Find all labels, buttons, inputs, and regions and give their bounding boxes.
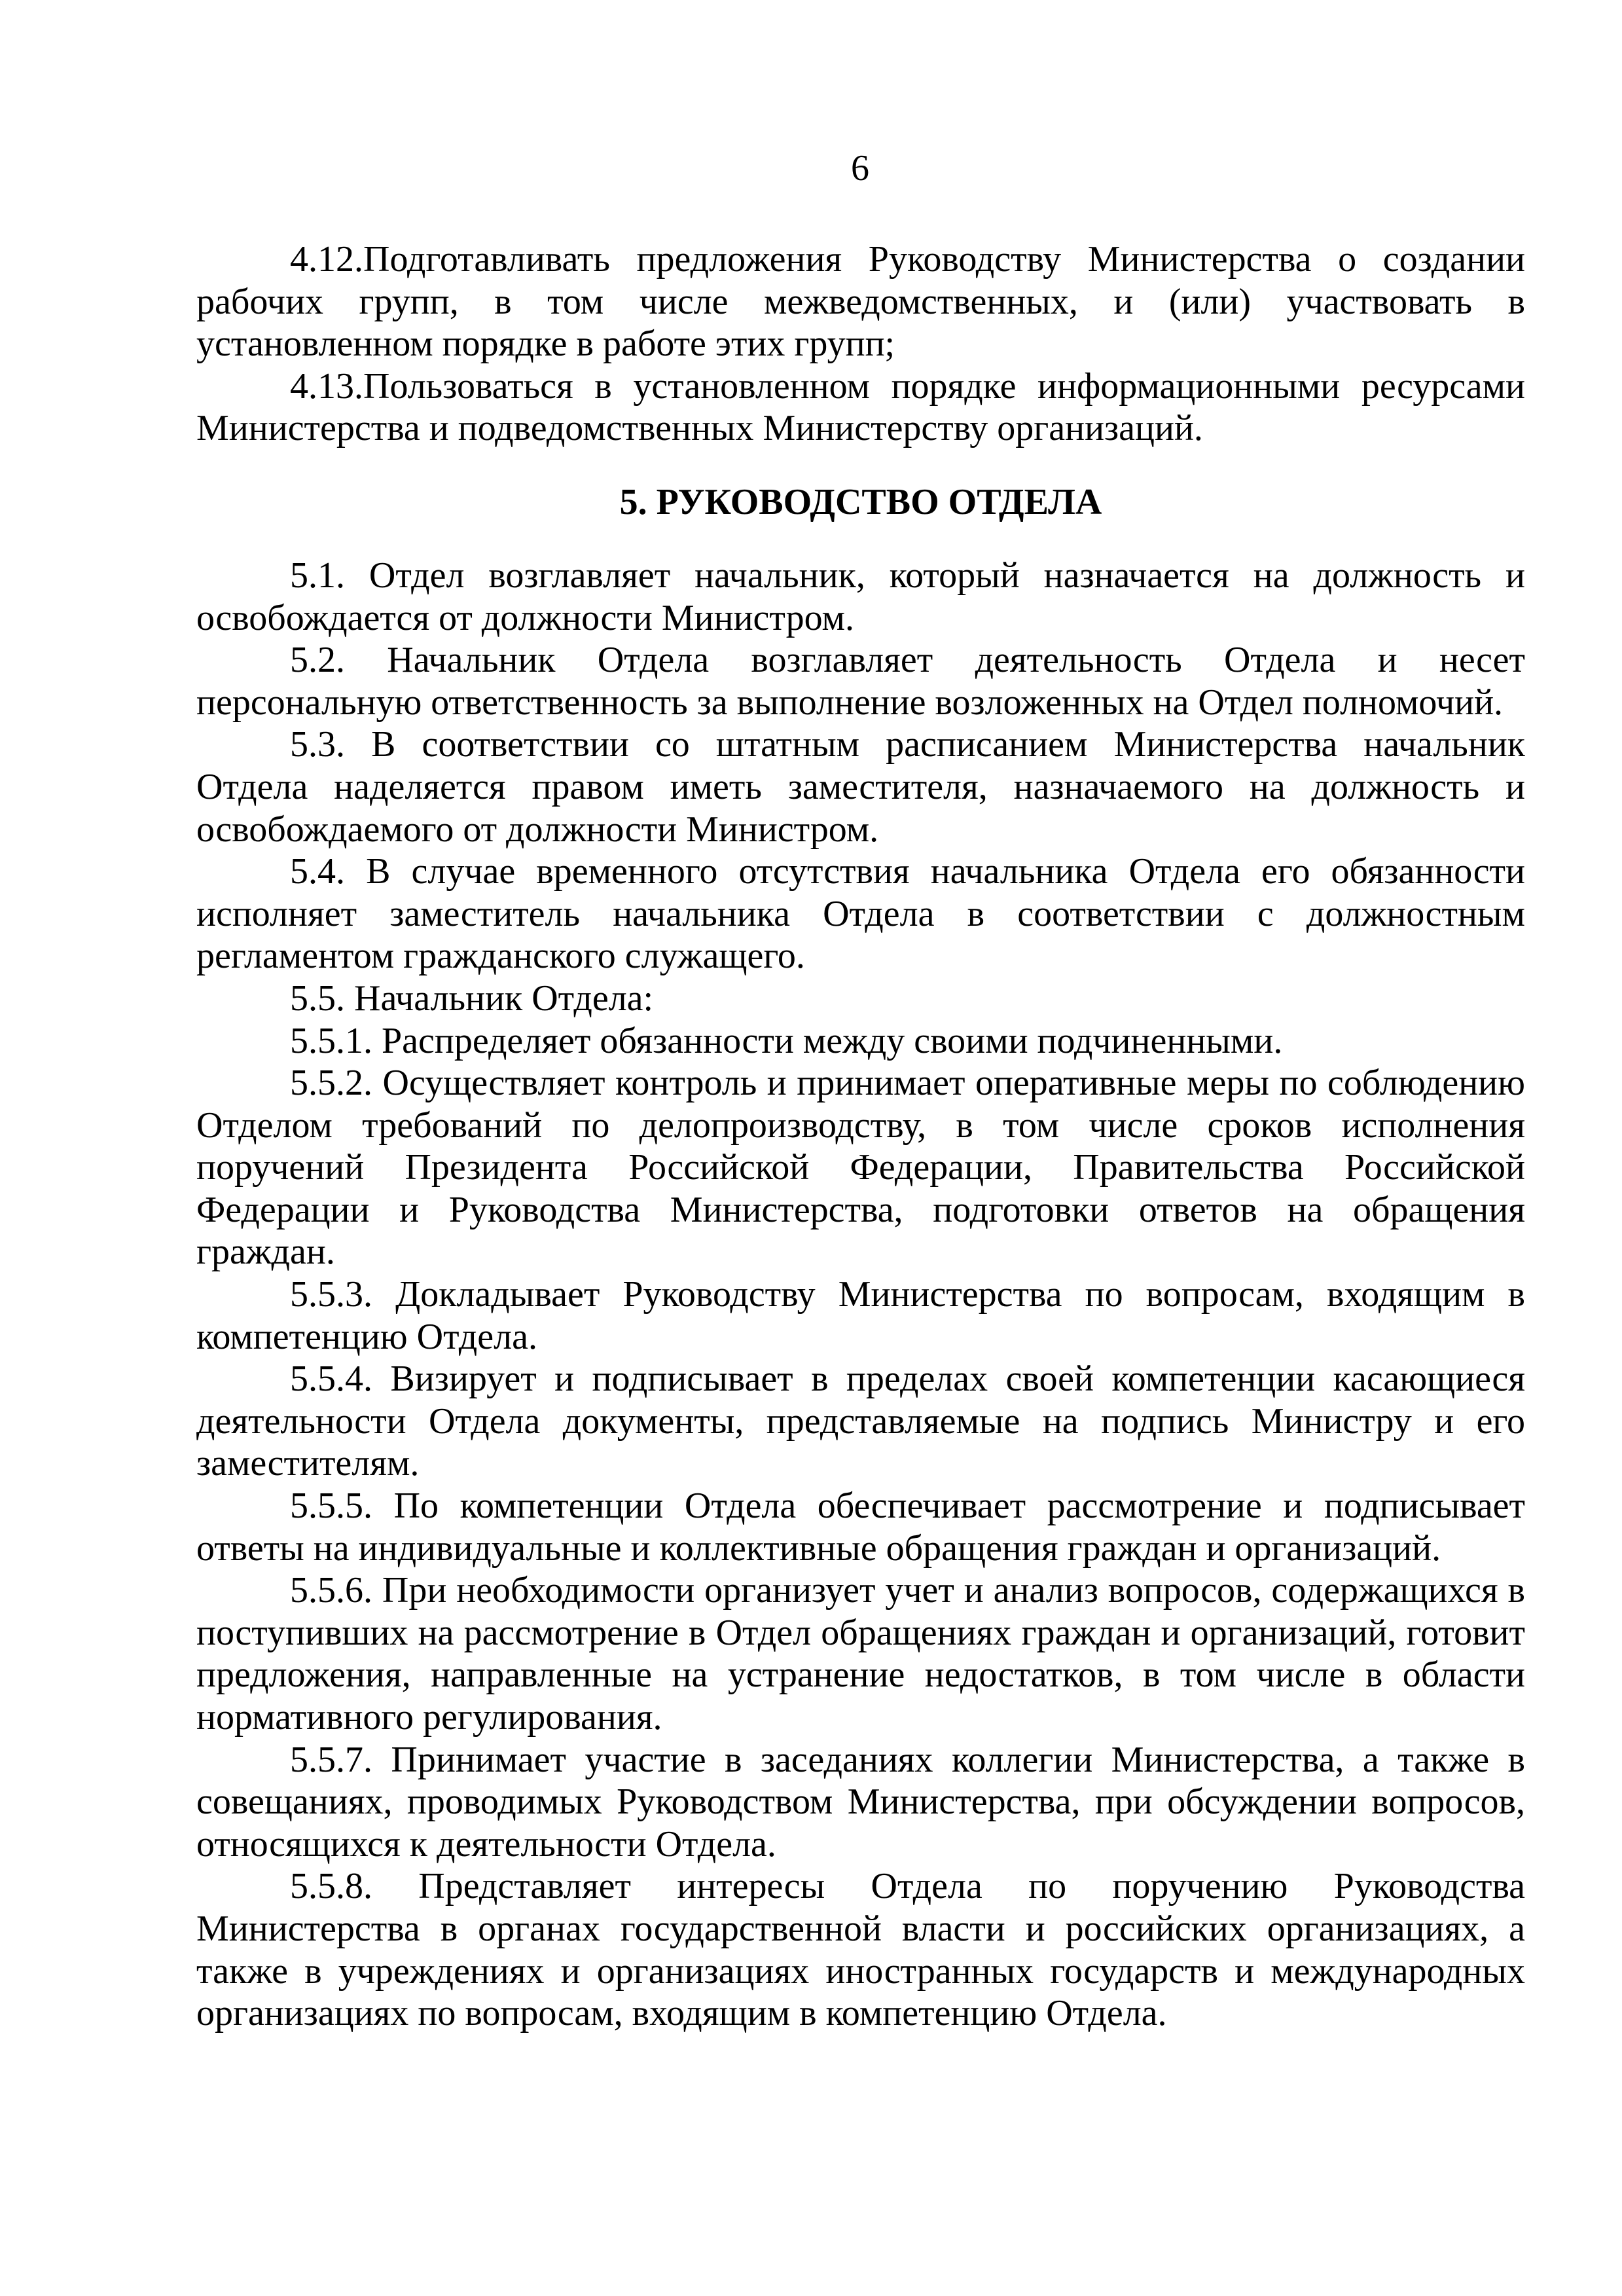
clause-5-4: 5.4. В случае временного отсутствия начальника Отдела его обязанности исполняет заместитель начальника Отдела в соответствии с должностным регламентом гражданского служащего. [196,851,1525,977]
clause-5-5-1: 5.5.1. Распределяет обязанности между своими подчиненными. [290,1020,1283,1061]
clause-4-13: 4.13.Пользоваться в установленном порядке информационными ресурсами Министерства и подведомственных Министерству организаций. [196,365,1525,449]
section-heading-wrap [196,450,1525,555]
clause-5-5-4: 5.5.4. Визирует и подписывает в пределах своей компетенции касающиеся деятельности Отдела документы, представляемые на подпись Министру и его заместителям. [196,1358,1525,1484]
page-number: 6 [851,148,869,189]
clause-5-5-8: 5.5.8. Представляет интересы Отдела по поручению Руководства Министерства в органах государственной власти и российских организациях, а также в учреждениях и организациях иностранных государств и международных организациях по вопросам, входящим в компетенцию Отдела. [196,1866,1525,2034]
clause-5-5-5: 5.5.5. По компетенции Отдела обеспечивает рассмотрение и подписывает ответы на индивидуальные и коллективные обращения граждан и организаций. [196,1485,1525,1569]
section-5-heading: 5. РУКОВОДСТВО ОТДЕЛА [619,481,1102,522]
document-body [196,238,1525,2035]
clause-5-5-7: 5.5.7. Принимает участие в заседаниях коллегии Министерства, а также в совещаниях, проводимых Руководством Министерства, при обсуждении вопросов, относящихся к деятельности Отдела. [196,1739,1525,1865]
clause-4-12: 4.12.Подготавливать предложения Руководству Министерства о создании рабочих групп, в том числе межведомственных, и (или) участвовать в установленном порядке в работе этих групп; [196,239,1525,365]
clause-5-2: 5.2. Начальник Отдела возглавляет деятельность Отдела и несет персональную ответственность за выполнение возложенных на Отдел полномочий. [196,640,1525,723]
clause-5-3: 5.3. В соответствии со штатным расписанием Министерства начальник Отдела наделяется правом иметь заместителя, назначаемого на должность и освобождаемого от должности Министром. [196,724,1525,850]
clause-5-5-3: 5.5.3. Докладывает Руководству Министерства по вопросам, входящим в компетенцию Отдела. [196,1274,1525,1357]
clause-5-5-2: 5.5.2. Осуществляет контроль и принимает оперативные меры по соблюдению Отделом требований по делопроизводству, в том числе сроков исполнения поручений Президента Российской Федерации, Правительства Российской Федерации и Руководства Министерства, подготовки ответов на обращения граждан. [196,1063,1525,1273]
clause-5-5-6: 5.5.6. При необходимости организует учет и анализ вопросов, содержащихся в поступивших на рассмотрение в Отдел обращениях граждан и организаций, готовит предложения, направленные на устранение недостатков, в том числе в области нормативного регулирования. [196,1570,1525,1738]
clause-5-5: 5.5. Начальник Отдела: [290,977,654,1019]
clause-5-1: 5.1. Отдел возглавляет начальник, который назначается на должность и освобождается от должности Министром. [196,555,1525,638]
